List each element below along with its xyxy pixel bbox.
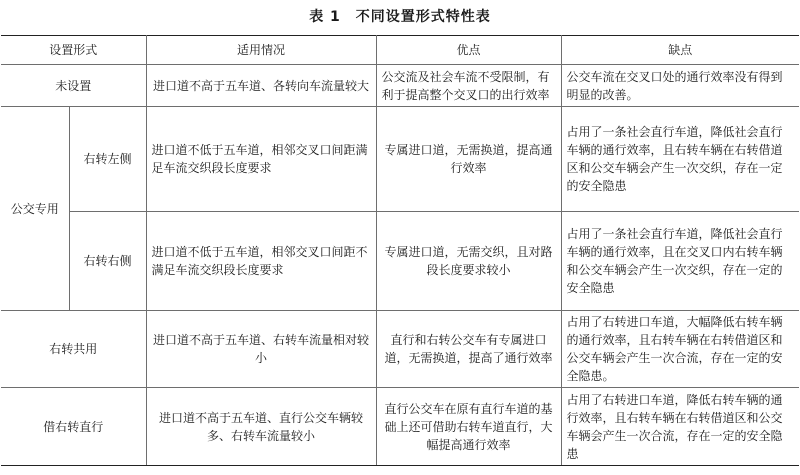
applicable-cell: 进口道不高于五车道、直行公交车辆较多、右转车流量较小: [146, 388, 376, 466]
form-cell: 借右转直行: [1, 388, 146, 466]
group-cell: 公交专用: [1, 107, 69, 311]
table-row: [1, 212, 799, 311]
applicable-cell: 进口道不高于五车道、各转向车流量较大: [146, 65, 376, 107]
form-cell: 未设置: [1, 65, 146, 107]
table-title: 表 1 不同设置形式特性表: [309, 9, 491, 25]
pros-cell: 公交流及社会车流不受限制，有利于提高整个交叉口的出行效率: [376, 65, 561, 107]
header-cons: 缺点: [561, 36, 799, 65]
cons-cell: 公交车流在交叉口处的通行效率没有得到明显的改善。: [561, 65, 799, 107]
table-row: [1, 65, 799, 107]
characteristics-table: [1, 35, 799, 466]
applicable-cell: 进口道不高于五车道、右转车流量相对较小: [146, 311, 376, 388]
applicable-cell: 进口道不低于五车道，相邻交叉口间距满足车流交织段长度要求: [146, 107, 376, 212]
cons-cell: 占用了一条社会直行车道，降低社会直行车辆的通行效率，且在交叉口内右转车辆和公交车辆会产生一次交织，存在一定的安全隐患: [561, 212, 799, 311]
table-row: [1, 311, 799, 388]
cons-cell: 占用了右转进口车道，降低右转车辆的通行效率，且右转车辆在右转借道区和公交车辆会产生一次合流，存在一定的安全隐患: [561, 388, 799, 466]
pros-cell: 专属进口道，无需换道，提高通行效率: [376, 107, 561, 212]
table-row: [1, 107, 799, 212]
table-row: [1, 388, 799, 466]
form-cell: 右转右侧: [69, 212, 146, 311]
form-cell: 右转共用: [1, 311, 146, 388]
cons-cell: 占用了右转进口车道，大幅降低右转车辆的通行效率，且右转车辆在右转借道区和公交车辆会产生一次合流，存在一定的安全隐患。: [561, 311, 799, 388]
pros-cell: 直行公交车在原有直行车道的基础上还可借助右转车道直行，大幅提高通行效率: [376, 388, 561, 466]
pros-cell: 直行和右转公交车有专属进口道，无需换道，提高了通行效率: [376, 311, 561, 388]
header-applicable: 适用情况: [146, 36, 376, 65]
cons-cell: 占用了一条社会直行车道，降低社会直行车辆的通行效率，且右转车辆在右转借道区和公交车辆会产生一次交织，存在一定的安全隐患: [561, 107, 799, 212]
form-cell: 右转左侧: [69, 107, 146, 212]
pros-cell: 专属进口道，无需交织，且对路段长度要求较小: [376, 212, 561, 311]
header-row: [1, 36, 799, 65]
header-pros: 优点: [376, 36, 561, 65]
applicable-cell: 进口道不低于五车道，相邻交叉口间距不满足车流交织段长度要求: [146, 212, 376, 311]
header-form: 设置形式: [1, 36, 146, 65]
